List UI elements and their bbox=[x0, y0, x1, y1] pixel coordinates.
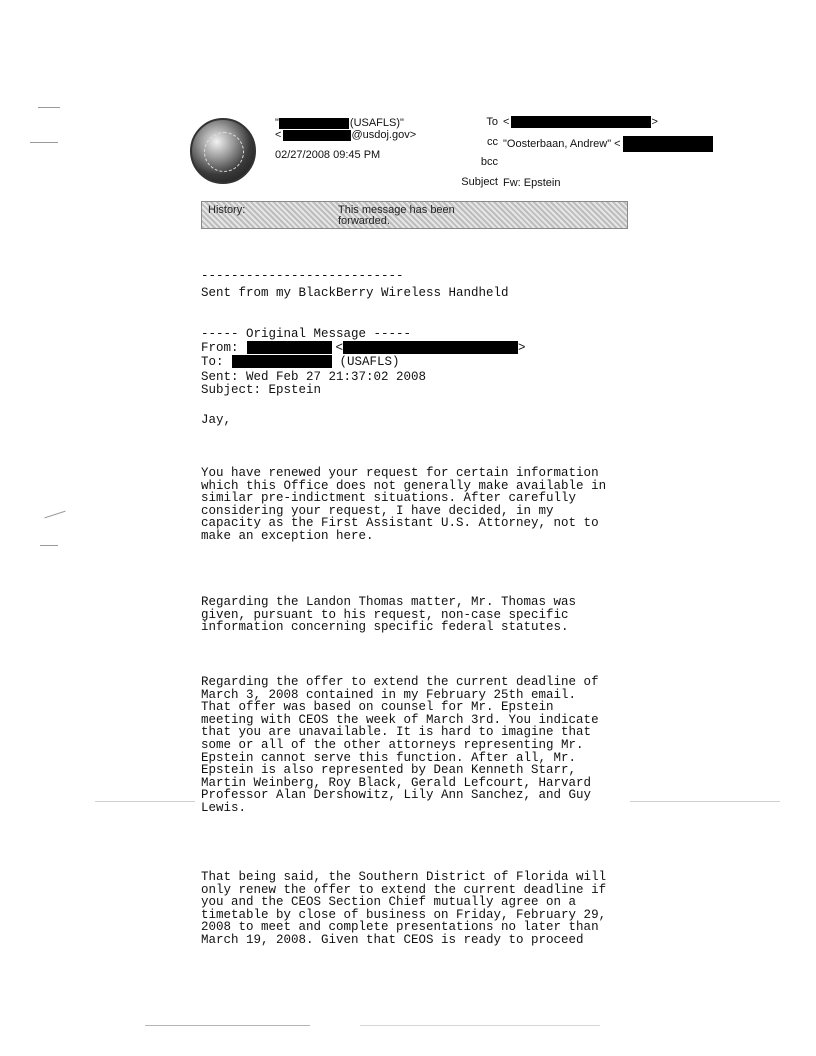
scan-artifact bbox=[95, 801, 195, 802]
scan-artifact bbox=[38, 107, 60, 108]
sender-email-line bbox=[275, 129, 416, 142]
history-banner bbox=[201, 201, 628, 229]
paragraph-renewal-terms: That being said, the Southern District of Florida will only renew the offer to extend the current deadline if you and the CEOS Section Chief mutually agree on a timetable by close of business on Friday, February 29, 2008 to meet and complete presentations no later than March 19, 2008. Given that CEOS is ready to proceed bbox=[201, 870, 607, 947]
original-from-line bbox=[201, 341, 526, 354]
scan-artifact bbox=[44, 511, 65, 519]
subject-label: Subject bbox=[461, 176, 498, 188]
scan-artifact bbox=[40, 545, 58, 546]
redacted-to-name bbox=[232, 355, 332, 368]
bcc-label: bcc bbox=[480, 156, 498, 168]
from-bracket-close: > bbox=[518, 340, 526, 355]
sender-email-domain: @usdoj.gov> bbox=[351, 129, 417, 141]
paragraph-request-denied: You have renewed your request for certain information which this Office does not generally make available in similar pre-indictment situations. After carefully considering your request, I have decided, in my capacity as the First Assistant U.S. Attorney, not to make an exception here. bbox=[201, 466, 607, 543]
from-bracket-open: < bbox=[335, 340, 344, 355]
sender-email-bracket: < bbox=[275, 129, 282, 141]
from-label: From: bbox=[201, 340, 239, 355]
to-line-label: To: bbox=[201, 354, 224, 369]
redacted-sender-name bbox=[279, 118, 349, 129]
agency-seal-avatar bbox=[190, 118, 256, 184]
redacted-from-name bbox=[247, 341, 332, 354]
original-message-header: ----- Original Message ----- bbox=[201, 327, 412, 341]
message-date: 02/27/2008 09:45 PM bbox=[275, 149, 381, 161]
cc-value bbox=[503, 136, 713, 152]
subject-line: Subject: Epstein bbox=[201, 383, 322, 397]
sender-name-suffix: (USAFLS)" bbox=[349, 117, 404, 129]
history-label: History: bbox=[208, 204, 246, 216]
blackberry-signature: Sent from my BlackBerry Wireless Handheld bbox=[201, 286, 509, 300]
cc-label: cc bbox=[487, 136, 498, 148]
to-line-suffix: (USAFLS) bbox=[339, 354, 400, 369]
sender-name-quote: " bbox=[275, 117, 279, 129]
to-bracket-close: > bbox=[651, 116, 658, 128]
paragraph-landon-thomas: Regarding the Landon Thomas matter, Mr. Thomas was given, pursuant to his request, non-case specific information concerning specific federal statutes. bbox=[201, 595, 577, 635]
paragraph-deadline-offer: Regarding the offer to extend the current deadline of March 3, 2008 contained in my February 25th email. That offer was based on counsel for Mr. Epstein meeting with CEOS the week of March 3rd. You indicate that you are unavailable. It is hard to imagine that some or all of the other attorneys representing Mr. Epstein cannot serve this function. After all, Mr. Epstein is also represented by Dean Kenneth Starr, Martin Weinberg, Roy Black, Gerald Lefcourt, Harvard Professor Alan Dershowitz, Lily Ann Sanchez, and Guy Lewis. bbox=[201, 675, 599, 815]
redacted-sender-email bbox=[283, 130, 351, 141]
cc-name: "Oosterbaan, Andrew" < bbox=[503, 137, 621, 150]
redacted-from-email bbox=[343, 341, 518, 354]
redacted-cc-address bbox=[623, 136, 713, 152]
to-label: To bbox=[486, 116, 498, 128]
to-bracket-open: < bbox=[503, 116, 510, 128]
original-to-line bbox=[201, 355, 400, 368]
scan-artifact bbox=[360, 1025, 600, 1026]
to-value bbox=[503, 116, 658, 129]
forwarded-status-line1: This message has been bbox=[338, 204, 455, 216]
separator-line: --------------------------- bbox=[201, 269, 404, 283]
seal-ring bbox=[204, 132, 244, 172]
scan-artifact bbox=[630, 801, 780, 802]
greeting: Jay, bbox=[201, 413, 232, 427]
scan-artifact bbox=[145, 1025, 310, 1026]
redacted-to-address bbox=[511, 116, 651, 128]
subject-value: Fw: Epstein bbox=[503, 177, 561, 189]
sent-line: Sent: Wed Feb 27 21:37:02 2008 bbox=[201, 370, 427, 384]
forwarded-status-line2: forwarded. bbox=[338, 215, 390, 227]
scan-artifact bbox=[30, 142, 58, 143]
